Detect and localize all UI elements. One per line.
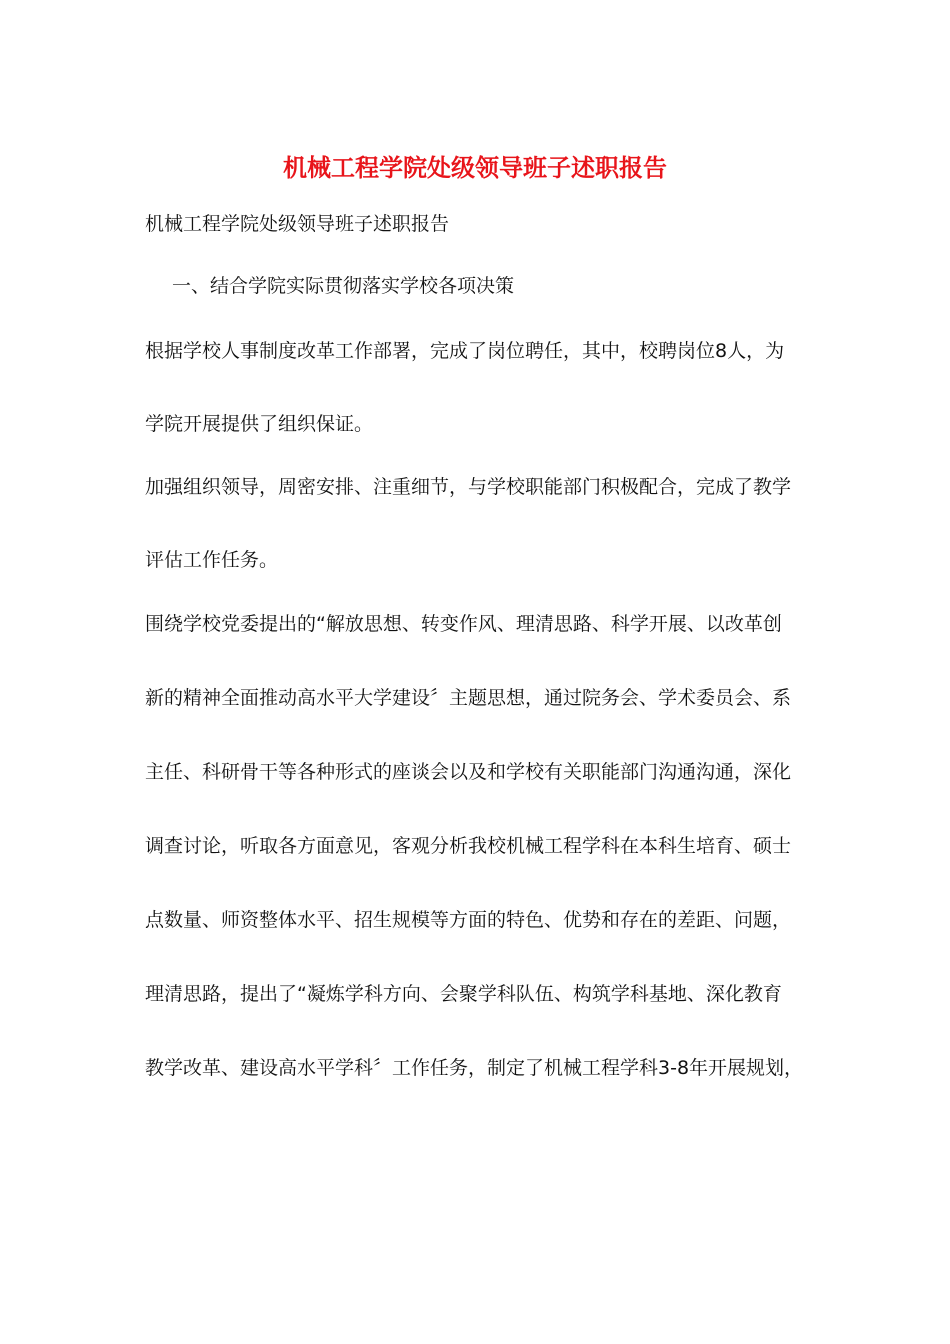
body-line: 点数量、师资整体水平、招生规模等方面的特色、优势和存在的差距、问题， [145,909,792,931]
body-line: 新的精神全面推动高水平大学建设〞主题思想，通过院务会、学术委员会、系 [145,687,792,709]
body-line: 评估工作任务。 [145,549,279,571]
body-line: 教学改革、建设高水平学科〞工作任务，制定了机械工程学科3-8年开展规划， [145,1057,804,1079]
body-line: 主任、科研骨干等各种形式的座谈会以及和学校有关职能部门沟通沟通，深化 [145,761,792,783]
body-line: 调查讨论，听取各方面意见，客观分析我校机械工程学科在本科生培育、硕士 [145,835,792,857]
document-title: 机械工程学院处级领导班子述职报告 [283,153,667,182]
body-line: 学院开展提供了组织保证。 [145,413,374,435]
body-line: 围绕学校党委提出的“解放思想、转变作风、理清思路、科学开展、以改革创 [145,613,782,635]
body-line: 理清思路，提出了“凝炼学科方向、会聚学科队伍、构筑学科基地、深化教育 [145,983,782,1005]
body-line: 加强组织领导，周密安排、注重细节，与学校职能部门积极配合，完成了教学 [145,476,792,498]
document-subtitle: 机械工程学院处级领导班子述职报告 [145,213,450,235]
section-heading: 一、结合学院实际贯彻落实学校各项决策 [172,275,515,297]
body-line: 根据学校人事制度改革工作部署，完成了岗位聘任，其中，校聘岗位8人，为 [145,340,785,362]
